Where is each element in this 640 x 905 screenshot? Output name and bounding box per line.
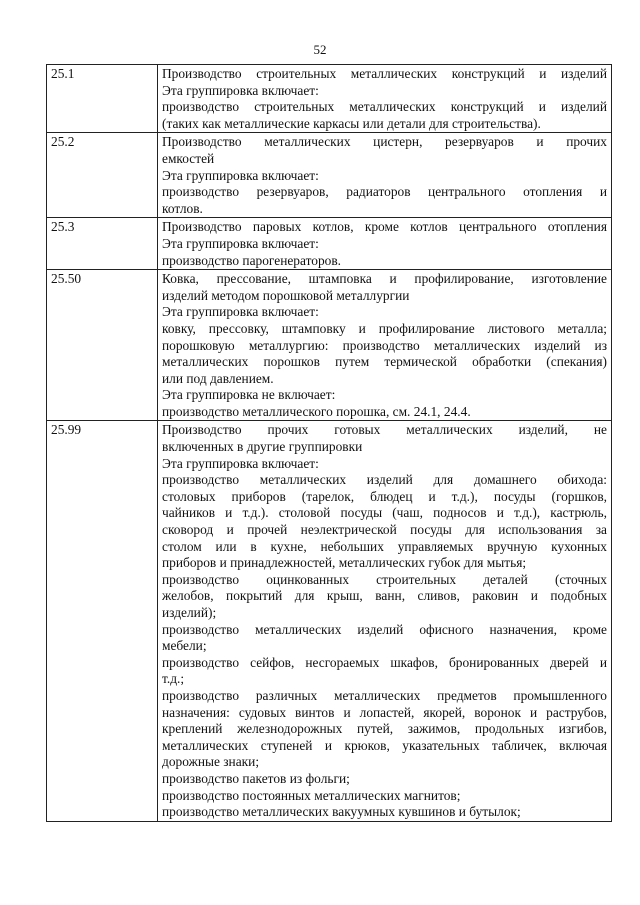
description-line: производство металлических изделий офисного назначения, кроме (162, 621, 607, 637)
description-cell (158, 421, 612, 821)
code-cell: 25.99 (47, 421, 158, 821)
description-line: назначения: судовых винтов и лопастей, якорей, воронок и раструбов, (162, 704, 607, 720)
description-line: ковку, прессовку, штамповку и профилирование листового металла; (162, 320, 607, 336)
code-cell: 25.50 (47, 270, 158, 421)
section-title: Ковка, прессование, штамповка и профилирование, изготовление (162, 271, 607, 287)
description-line: производство строительных металлических конструкций и изделий (162, 99, 607, 115)
description-line: сковород и прочей неэлектрической посуды для использования за (162, 522, 607, 538)
description-line: производство металлических вакуумных кувшинов и бутылок; (162, 804, 521, 820)
section-title: Производство прочих готовых металлических изделий, не (162, 422, 607, 438)
section-title: включенных в другие группировки (162, 439, 363, 455)
description-cell (158, 133, 612, 218)
description-line: порошковую металлургию: производство металлических изделий из (162, 337, 607, 353)
table-row (47, 133, 612, 218)
description-line: производство оцинкованных строительных деталей (сточных (162, 571, 607, 587)
section-title: емкостей (162, 150, 215, 166)
classifier-table (46, 64, 612, 822)
description-cell (158, 270, 612, 421)
table-row (47, 270, 612, 421)
description-line: производство металлических изделий для домашнего обихода: (162, 472, 607, 488)
description-line: или под давлением. (162, 370, 274, 386)
description-line: желобов, покрытий для крыш, ванн, сливов, раковин и подобных (162, 588, 607, 604)
description-cell (158, 218, 612, 270)
section-title: Производство металлических цистерн, резервуаров и прочих (162, 134, 607, 150)
description-cell (158, 65, 612, 133)
description-line: столовых приборов (тарелок, блюдец и т.д.), посуды (горшков, (162, 488, 607, 504)
description-line: котлов. (162, 200, 203, 216)
description-line: производство металлического порошка, см. 24.1, 24.4. (162, 403, 471, 419)
table-row (47, 65, 612, 133)
description-line: креплений железнодорожных путей, зажимов, продольных изгибов, (162, 721, 607, 737)
description-line: производство резервуаров, радиаторов центрального отопления и (162, 184, 607, 200)
section-title: изделий методом порошковой металлургии (162, 287, 410, 303)
code-cell: 25.1 (47, 65, 158, 133)
section-title: Производство строительных металлических конструкций и изделий (162, 66, 607, 81)
includes-label: Эта группировка включает: (162, 167, 319, 183)
page-number: 52 (313, 42, 327, 57)
description-line: дорожные знаки; (162, 754, 260, 770)
includes-label: Эта группировка включает: (162, 82, 319, 98)
description-line: производство различных металлических предметов промышленного (162, 687, 607, 703)
description-line: (таких как металлические каркасы или детали для строительства). (162, 115, 541, 131)
section-title: Производство паровых котлов, кроме котлов центрального отопления (162, 219, 607, 235)
description-line: т.д.; (162, 671, 185, 687)
description-line: производство пакетов из фольги; (162, 770, 350, 786)
description-line: мебели; (162, 638, 207, 654)
table-row (47, 421, 612, 821)
includes-label: Эта группировка включает: (162, 304, 319, 320)
table-row (47, 218, 612, 270)
description-line: чайников и т.д.). столовой посуды (чаш, подносов и т.д.), кастрюль, (162, 505, 607, 521)
description-line: производство сейфов, несгораемых шкафов, бронированных дверей и (162, 654, 607, 670)
description-line: приборов и принадлежностей, металлических губок для мытья; (162, 555, 527, 571)
description-line: производство постоянных металлических магнитов; (162, 787, 461, 803)
description-line: столом или в кухне, небольших управляемых вручную кухонных (162, 538, 607, 554)
includes-label: Эта группировка включает: (162, 455, 319, 471)
includes-label: Эта группировка включает: (162, 235, 319, 251)
code-cell: 25.2 (47, 133, 158, 218)
description-line: металлических порошков путем термической обработки (спекания) (162, 354, 607, 370)
description-line: изделий); (162, 605, 217, 620)
description-line: металлических ступеней и крюков, указательных табличек, включая (162, 737, 607, 753)
code-cell: 25.3 (47, 218, 158, 270)
excludes-label: Эта группировка не включает: (162, 387, 336, 403)
description-line: производство парогенераторов. (162, 252, 342, 268)
